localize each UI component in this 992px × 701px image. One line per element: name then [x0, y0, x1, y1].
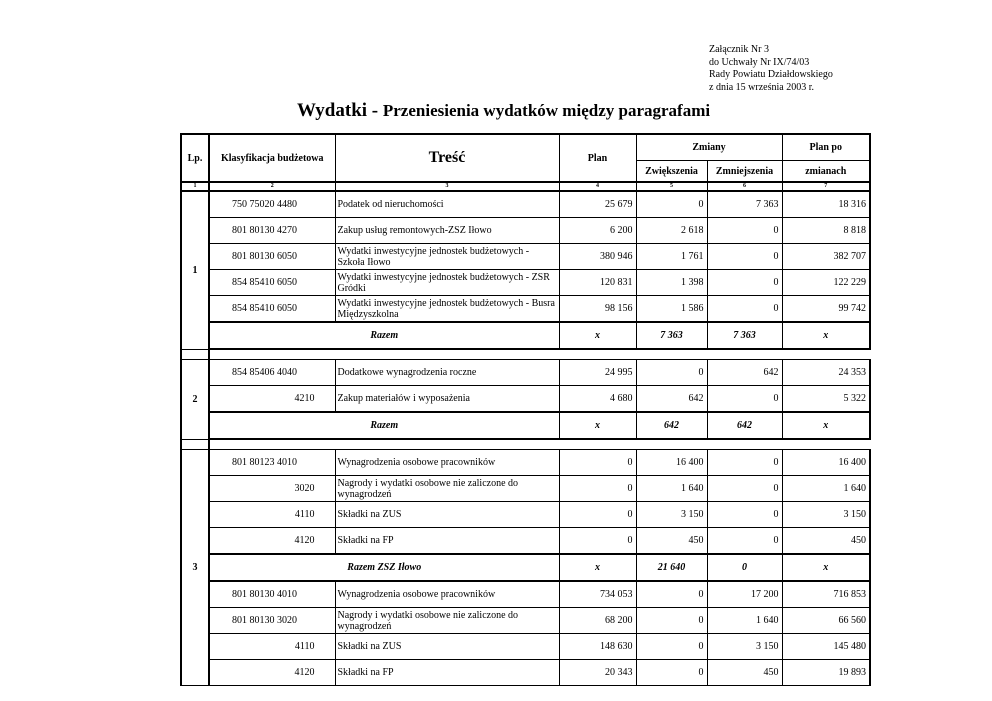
sum-zwiekszenia: 7 363 — [636, 322, 707, 349]
col-klasyfikacja: Klasyfikacja budżetowa — [209, 134, 335, 182]
col-number: 3 — [335, 182, 559, 191]
col-zwiekszenia: Zwiększenia — [636, 161, 707, 183]
tresc-cell: Podatek od nieruchomości — [335, 191, 559, 218]
lp-cell: 2 — [181, 360, 209, 440]
plan-cell: 68 200 — [559, 608, 636, 634]
col-number: 2 — [209, 182, 335, 191]
plan-cell: 20 343 — [559, 660, 636, 686]
klasyfikacja-cell: 4120 — [209, 528, 335, 555]
col-zmniejszenia: Zmniejszenia — [707, 161, 782, 183]
zwiekszenia-cell: 16 400 — [636, 450, 707, 476]
plan-po-cell: 8 818 — [782, 218, 870, 244]
sum-plan: x — [559, 322, 636, 349]
lp-cell: 1 — [181, 191, 209, 349]
table-row — [181, 450, 870, 476]
zmniejszenia-cell: 3 150 — [707, 634, 782, 660]
plan-cell: 734 053 — [559, 581, 636, 608]
column-number-row — [181, 182, 870, 191]
plan-po-cell: 450 — [782, 528, 870, 555]
note-line: z dnia 15 września 2003 r. — [709, 81, 814, 93]
note-line: Rady Powiatu Działdowskiego — [709, 69, 833, 80]
plan-cell: 0 — [559, 476, 636, 502]
sum-zmniejszenia: 642 — [707, 412, 782, 439]
sum-plan: x — [559, 412, 636, 439]
table-row — [181, 660, 870, 686]
plan-po-cell: 145 480 — [782, 634, 870, 660]
klasyfikacja-cell: 801 80130 4010 — [209, 581, 335, 608]
budget-table — [180, 133, 871, 686]
table-row — [181, 502, 870, 528]
plan-po-cell: 18 316 — [782, 191, 870, 218]
plan-po-cell: 5 322 — [782, 386, 870, 413]
tresc-cell: Zakup usług remontowych-ZSZ Iłowo — [335, 218, 559, 244]
zmniejszenia-cell: 450 — [707, 660, 782, 686]
tresc-cell: Wydatki inwestycyjne jednostek budżetowych - Busra Międzyszkolna — [335, 296, 559, 323]
title-sub: Przeniesienia wydatków między paragrafami — [382, 101, 711, 120]
zwiekszenia-cell: 0 — [636, 608, 707, 634]
table-row — [181, 244, 870, 270]
tresc-cell: Wynagrodzenia osobowe pracowników — [335, 450, 559, 476]
spacer-cell — [209, 439, 870, 450]
tresc-cell: Składki na ZUS — [335, 502, 559, 528]
zwiekszenia-cell: 642 — [636, 386, 707, 413]
attachment-note — [709, 44, 833, 94]
sum-label: Razem ZSZ Iłowo — [209, 554, 559, 581]
klasyfikacja-cell: 750 75020 4480 — [209, 191, 335, 218]
zwiekszenia-cell: 1 586 — [636, 296, 707, 323]
sum-plan: x — [559, 554, 636, 581]
tresc-cell: Składki na FP — [335, 528, 559, 555]
sum-zwiekszenia: 21 640 — [636, 554, 707, 581]
zwiekszenia-cell: 3 150 — [636, 502, 707, 528]
klasyfikacja-cell: 801 80130 3020 — [209, 608, 335, 634]
klasyfikacja-cell: 3020 — [209, 476, 335, 502]
zmniejszenia-cell: 1 640 — [707, 608, 782, 634]
col-number: 1 — [181, 182, 209, 191]
col-number: 7 — [782, 182, 870, 191]
tresc-cell: Nagrody i wydatki osobowe nie zaliczone do wynagrodzeń — [335, 608, 559, 634]
klasyfikacja-cell: 854 85410 6050 — [209, 296, 335, 323]
zwiekszenia-cell: 0 — [636, 634, 707, 660]
tresc-cell: Wydatki inwestycyjne jednostek budżetowych - Szkoła Iłowo — [335, 244, 559, 270]
plan-cell: 148 630 — [559, 634, 636, 660]
tresc-cell: Nagrody i wydatki osobowe nie zaliczone do wynagrodzeń — [335, 476, 559, 502]
note-line: Załącznik Nr 3 — [709, 44, 769, 55]
klasyfikacja-cell: 801 80123 4010 — [209, 450, 335, 476]
plan-cell: 4 680 — [559, 386, 636, 413]
plan-po-cell: 66 560 — [782, 608, 870, 634]
tresc-cell: Wynagrodzenia osobowe pracowników — [335, 581, 559, 608]
col-tresc: Treść — [335, 134, 559, 182]
zmniejszenia-cell: 0 — [707, 528, 782, 555]
tresc-cell: Dodatkowe wynagrodzenia roczne — [335, 360, 559, 386]
plan-po-cell: 99 742 — [782, 296, 870, 323]
sum-zmniejszenia: 7 363 — [707, 322, 782, 349]
spacer-cell — [181, 349, 209, 360]
plan-cell: 24 995 — [559, 360, 636, 386]
klasyfikacja-cell: 4110 — [209, 502, 335, 528]
sum-label: Razem — [209, 412, 559, 439]
zwiekszenia-cell: 0 — [636, 191, 707, 218]
table-row — [181, 386, 870, 413]
plan-po-cell: 716 853 — [782, 581, 870, 608]
col-number: 5 — [636, 182, 707, 191]
table-row — [181, 191, 870, 218]
col-number: 4 — [559, 182, 636, 191]
tresc-cell: Wydatki inwestycyjne jednostek budżetowych - ZSR Gródki — [335, 270, 559, 296]
zmniejszenia-cell: 7 363 — [707, 191, 782, 218]
plan-cell: 120 831 — [559, 270, 636, 296]
sum-row — [181, 322, 870, 349]
plan-cell: 0 — [559, 528, 636, 555]
lp-cell: 3 — [181, 450, 209, 686]
zwiekszenia-cell: 450 — [636, 528, 707, 555]
table-row — [181, 218, 870, 244]
sum-plan-po: x — [782, 322, 870, 349]
col-lp: Lp. — [181, 134, 209, 182]
plan-po-cell: 16 400 — [782, 450, 870, 476]
zmniejszenia-cell: 0 — [707, 218, 782, 244]
col-number: 6 — [707, 182, 782, 191]
zmniejszenia-cell: 0 — [707, 450, 782, 476]
sum-zmniejszenia: 0 — [707, 554, 782, 581]
zmniejszenia-cell: 0 — [707, 270, 782, 296]
table-row — [181, 476, 870, 502]
plan-po-cell: 3 150 — [782, 502, 870, 528]
spacer-cell — [181, 439, 209, 450]
plan-po-cell: 1 640 — [782, 476, 870, 502]
spacer-row — [181, 439, 870, 450]
zmniejszenia-cell: 642 — [707, 360, 782, 386]
plan-po-cell: 382 707 — [782, 244, 870, 270]
sum-plan-po: x — [782, 554, 870, 581]
klasyfikacja-cell: 4210 — [209, 386, 335, 413]
header-row — [181, 134, 870, 161]
plan-cell: 0 — [559, 450, 636, 476]
sum-label: Razem — [209, 322, 559, 349]
klasyfikacja-cell: 4120 — [209, 660, 335, 686]
tresc-cell: Składki na FP — [335, 660, 559, 686]
tresc-cell: Składki na ZUS — [335, 634, 559, 660]
plan-po-cell: 122 229 — [782, 270, 870, 296]
zwiekszenia-cell: 1 398 — [636, 270, 707, 296]
spacer-cell — [209, 349, 870, 360]
table-row — [181, 296, 870, 323]
plan-cell: 6 200 — [559, 218, 636, 244]
table-row — [181, 608, 870, 634]
col-zmiany: Zmiany — [636, 134, 782, 161]
plan-cell: 98 156 — [559, 296, 636, 323]
zmniejszenia-cell: 0 — [707, 476, 782, 502]
note-line: do Uchwały Nr IX/74/03 — [709, 56, 810, 68]
zmniejszenia-cell: 0 — [707, 244, 782, 270]
sum-row — [181, 412, 870, 439]
plan-cell: 25 679 — [559, 191, 636, 218]
col-plan-po: Plan po — [782, 134, 870, 161]
spacer-row — [181, 349, 870, 360]
table-row — [181, 634, 870, 660]
title-main: Wydatki - — [297, 100, 383, 121]
sum-zwiekszenia: 642 — [636, 412, 707, 439]
zwiekszenia-cell: 1 761 — [636, 244, 707, 270]
col-plan: Plan — [559, 134, 636, 182]
sum-row — [181, 554, 870, 581]
plan-po-cell: 19 893 — [782, 660, 870, 686]
plan-cell: 380 946 — [559, 244, 636, 270]
sum-plan-po: x — [782, 412, 870, 439]
klasyfikacja-cell: 801 80130 4270 — [209, 218, 335, 244]
klasyfikacja-cell: 854 85410 6050 — [209, 270, 335, 296]
zmniejszenia-cell: 0 — [707, 502, 782, 528]
zwiekszenia-cell: 0 — [636, 660, 707, 686]
table-row — [181, 581, 870, 608]
zmniejszenia-cell: 0 — [707, 296, 782, 323]
table-row — [181, 360, 870, 386]
zwiekszenia-cell: 2 618 — [636, 218, 707, 244]
plan-po-cell: 24 353 — [782, 360, 870, 386]
klasyfikacja-cell: 801 80130 6050 — [209, 244, 335, 270]
table-row — [181, 270, 870, 296]
zmniejszenia-cell: 0 — [707, 386, 782, 413]
table-row — [181, 528, 870, 555]
plan-cell: 0 — [559, 502, 636, 528]
zmniejszenia-cell: 17 200 — [707, 581, 782, 608]
zwiekszenia-cell: 0 — [636, 360, 707, 386]
zwiekszenia-cell: 0 — [636, 581, 707, 608]
col-plan-po-2: zmianach — [782, 161, 870, 183]
klasyfikacja-cell: 854 85406 4040 — [209, 360, 335, 386]
klasyfikacja-cell: 4110 — [209, 634, 335, 660]
tresc-cell: Zakup materiałów i wyposażenia — [335, 386, 559, 413]
page-title — [297, 100, 710, 122]
zwiekszenia-cell: 1 640 — [636, 476, 707, 502]
